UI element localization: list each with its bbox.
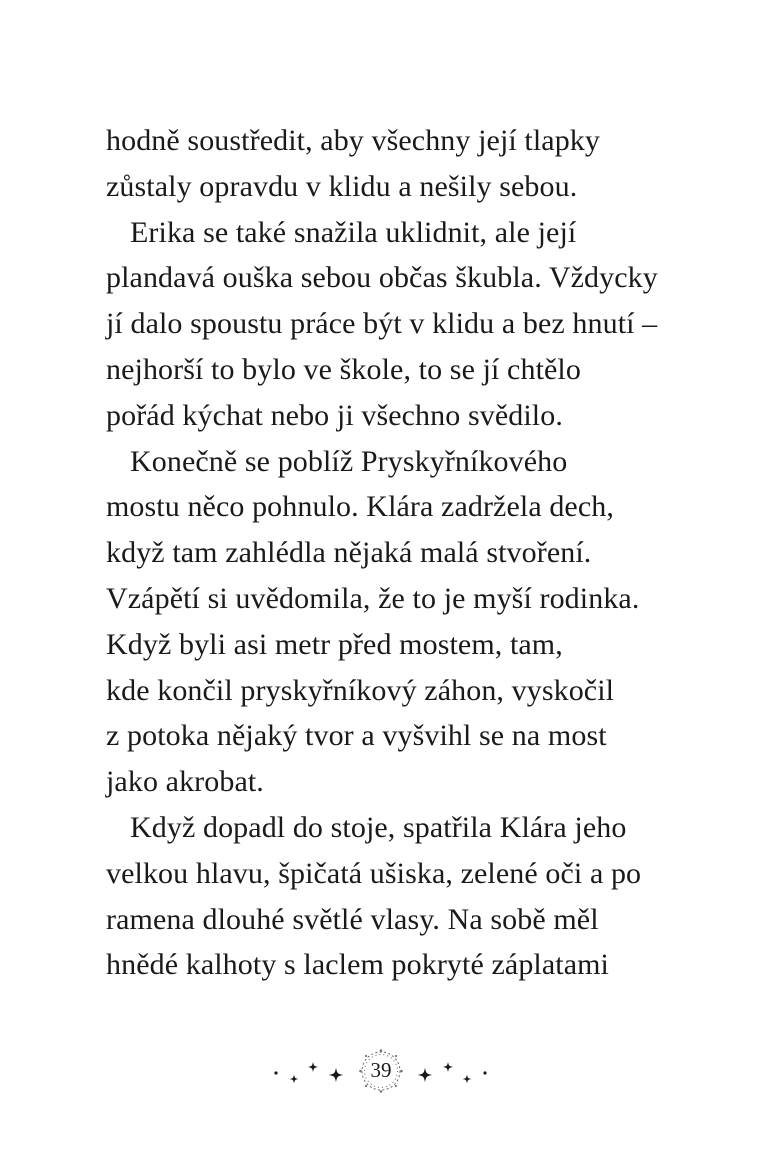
page-footer: [0, 1044, 762, 1104]
right-sparkles: [418, 1062, 487, 1084]
left-sparkles: [274, 1062, 343, 1084]
text-line: velkou hlavu, špičatá ušiska, zelené oči a po: [106, 856, 642, 890]
text-line: mostu něco pohnulo. Klára zadržela dech,: [106, 490, 614, 524]
text-line: plandavá ouška sebou občas škubla. Vždycky: [106, 261, 658, 295]
text-line: ramena dlouhé světlé vlasy. Na sobě měl: [106, 902, 599, 936]
text-line: jako akrobat.: [106, 765, 264, 799]
text-line: Erika se také snažila uklidnit, ale její: [130, 215, 577, 249]
text-line: pořád kýchat nebo ji všechno svědilo.: [106, 398, 563, 432]
text-line: jí dalo spoustu práce být v klidu a bez hnutí –: [106, 307, 658, 341]
text-line: hnědé kalhoty s laclem pokryté záplatami: [106, 948, 609, 982]
text-line: Když byli asi metr před mostem, tam,: [106, 627, 563, 661]
body-text: [106, 118, 666, 988]
text-line: Konečně se poblíž Pryskyřníkového: [130, 444, 568, 478]
text-line: Když dopadl do stoje, spatřila Klára jeho: [130, 810, 627, 844]
page-number: 39: [370, 1058, 392, 1082]
text-line: Vzápětí si uvědomila, že to je myší rodinka.: [106, 581, 640, 615]
text-line: když tam zahlédla nějaká malá stvoření.: [106, 536, 592, 570]
text-line: z potoka nějaký tvor a vyšvihl se na most: [106, 719, 607, 753]
text-line: hodně soustředit, aby všechny její tlapky: [106, 124, 601, 157]
text-line: zůstaly opravdu v klidu a nešily sebou.: [106, 169, 578, 203]
text-line: kde končil pryskyřníkový záhon, vyskočil: [106, 673, 615, 707]
text-line: nejhorší to bylo ve škole, to se jí chtělo: [106, 352, 581, 386]
